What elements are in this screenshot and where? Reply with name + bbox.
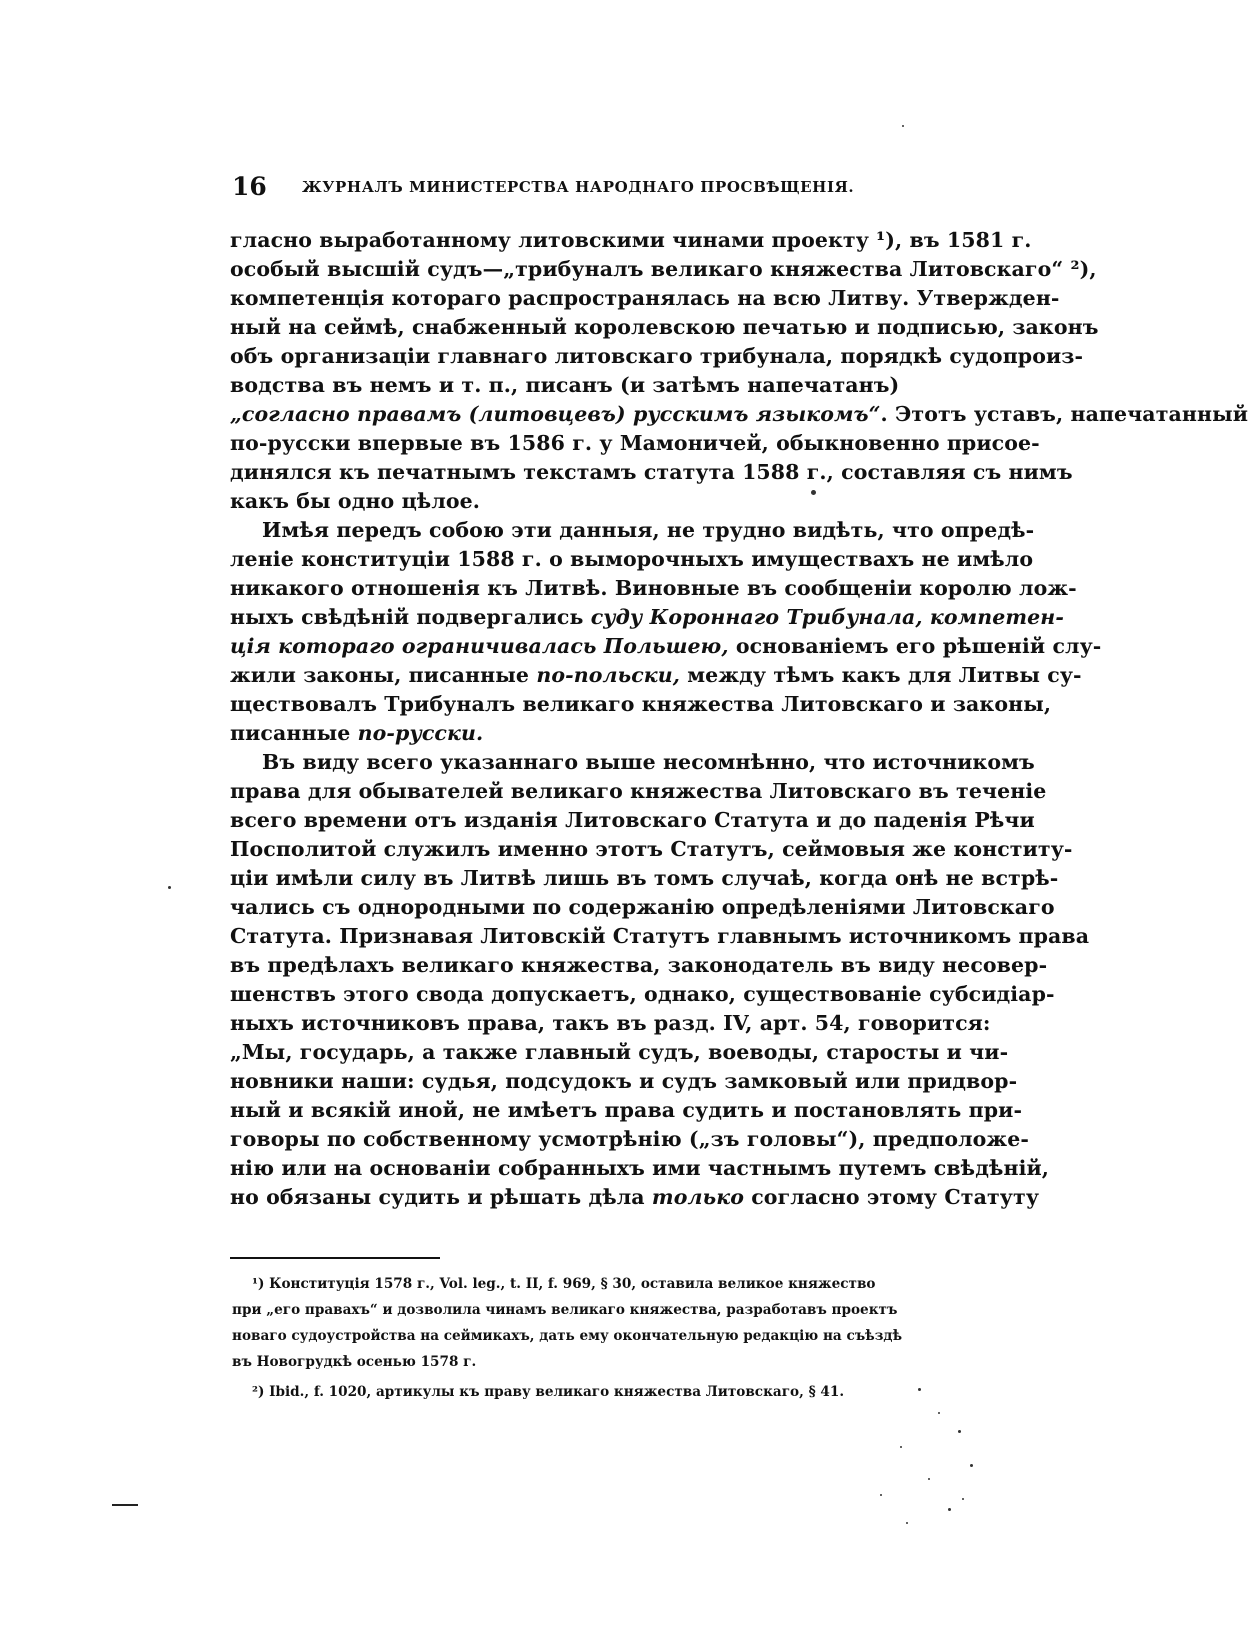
text-line: Имѣя передъ собою эти данныя, не трудно видѣть, что опредѣ- [262, 518, 1035, 542]
scan-speck [880, 1494, 882, 1496]
text-line: ществовалъ Трибуналъ великаго княжества Литовскаго и законы, [230, 692, 1052, 716]
text-line: „Мы, государь, а также главный судъ, воеводы, старосты и чи- [230, 1040, 1009, 1064]
italic-phrase: ція котораго ограничивалась Польшею, [230, 634, 729, 658]
text-line: леніе конституціи 1588 г. о выморочныхъ имуществахъ не имѣло [230, 547, 1034, 571]
text-line [230, 603, 1064, 632]
text-fragment: согласно этому Статуту [751, 1185, 1040, 1209]
text-line: гласно выработанному литовскими чинами проекту ¹), въ 1581 г. [230, 228, 1032, 252]
text-line: особый высшій судъ—„трибуналъ великаго княжества Литовскаго“ ²), [230, 257, 1097, 281]
text-line: ныхъ источниковъ права, такъ въ разд. IV, арт. 54, говорится: [230, 1011, 991, 1035]
scan-speck [948, 1508, 951, 1511]
italic-phrase: по-русски. [357, 721, 484, 745]
scan-speck [928, 1478, 930, 1480]
italic-phrase: „согласно правамъ (литовцевъ) русскимъ языкомъ“ [230, 402, 881, 426]
text-line: чались съ однородными по содержанію опредѣленіями Литовскаго [230, 895, 1055, 919]
text-fragment: но обязаны судить и рѣшать дѣла [230, 1185, 645, 1209]
text-line: права для обывателей великаго княжества Литовскаго въ теченіе [230, 779, 1047, 803]
footnote-line: въ Новогрудкѣ осенью 1578 г. [232, 1354, 477, 1370]
text-line: новники наши: судья, подсудокъ и судъ замковый или придвор- [230, 1069, 1018, 1093]
scan-speck [811, 490, 816, 495]
main-text [230, 226, 1248, 1212]
text-line: компетенція котораго распространялась на всю Литву. Утвержден- [230, 286, 1060, 310]
footnote-separator [230, 1257, 440, 1259]
text-line: въ предѣлахъ великаго княжества, законодатель въ виду несовер- [230, 953, 1048, 977]
text-line: говоры по собственному усмотрѣнію („зъ головы“), предположе- [230, 1127, 1029, 1151]
text-line: ный на сеймѣ, снабженный королевскою печатью и подписью, законъ [230, 315, 1099, 339]
footnote-line: ¹) Конституція 1578 г., Vol. leg., t. II, f. 969, § 30, оставила великое княжество [252, 1276, 876, 1292]
scan-speck [962, 1498, 964, 1500]
running-title: ЖУРНАЛЪ МИНИСТЕРСТВА НАРОДНАГО ПРОСВѢЩЕНІЯ. [302, 178, 855, 196]
text-fragment: писанные [230, 721, 351, 745]
scan-speck [918, 1388, 921, 1391]
text-fragment: между тѣмъ какъ для Литвы су- [687, 663, 1082, 687]
text-line: какъ бы одно цѣлое. [230, 489, 481, 513]
text-line: ный и всякій иной, не имѣетъ права судить и постановлять при- [230, 1098, 1023, 1122]
text-line: шенствъ этого свода допускаетъ, однако, существованіе субсидіар- [230, 982, 1055, 1006]
page-number: 16 [232, 172, 267, 201]
italic-phrase: суду Короннаго Трибунала, компетен- [590, 605, 1064, 629]
text-line [230, 400, 1248, 429]
scan-speck [168, 886, 171, 889]
text-line: Въ виду всего указаннаго выше несомнѣнно, что источникомъ [262, 750, 1035, 774]
text-line: Статута. Признавая Литовскій Статутъ главнымъ источникомъ права [230, 924, 1090, 948]
text-line: объ организаціи главнаго литовскаго трибунала, порядкѣ судопроиз- [230, 344, 1084, 368]
text-fragment: . Этотъ уставъ, напечатанный [880, 402, 1248, 426]
text-fragment: ныхъ свѣдѣній подвергались [230, 605, 584, 629]
text-line: никакого отношенія къ Литвѣ. Виновные въ сообщеніи королю лож- [230, 576, 1077, 600]
footnote-line: ²) Ibid., f. 1020, артикулы къ праву великаго княжества Литовскаго, § 41. [252, 1384, 845, 1400]
text-fragment: основаніемъ его рѣшеній слу- [735, 634, 1102, 658]
text-line: нію или на основаніи собранныхъ ими частнымъ путемъ свѣдѣній, [230, 1156, 1050, 1180]
text-line: водства въ немъ и т. п., писанъ (и затѣмъ напечатанъ) [230, 373, 900, 397]
page-header [232, 172, 957, 202]
text-line: Посполитой служилъ именно этотъ Статутъ, сеймовыя же конститу- [230, 837, 1073, 861]
scan-mark [112, 1504, 138, 1506]
scan-speck [958, 1430, 961, 1433]
footnotes [232, 1271, 960, 1405]
scan-speck [938, 1412, 940, 1414]
text-line [230, 661, 1082, 690]
scan-speck [900, 1446, 902, 1448]
text-line: динялся къ печатнымъ текстамъ статута 1588 г., составляя съ нимъ [230, 460, 1073, 484]
text-line: по-русски впервые въ 1586 г. у Мамоничей, обыкновенно присое- [230, 431, 1040, 455]
footnote-line: при „его правахъ“ и дозволила чинамъ великаго княжества, разработавъ проектъ [232, 1302, 898, 1318]
scan-speck [970, 1464, 973, 1467]
footnote-line: новаго судоустройства на сеймикахъ, дать ему окончательную редакцію на съѣздѣ [232, 1328, 903, 1344]
text-line [230, 719, 958, 748]
text-fragment: жили законы, писанные [230, 663, 530, 687]
text-line [230, 1183, 1040, 1212]
text-line: ціи имѣли силу въ Литвѣ лишь въ томъ случаѣ, когда онѣ не встрѣ- [230, 866, 1059, 890]
scan-speck [906, 1522, 908, 1524]
italic-phrase: только [651, 1185, 744, 1209]
italic-phrase: по-польски, [536, 663, 681, 687]
scan-speck [902, 125, 904, 127]
text-line: всего времени отъ изданія Литовскаго Статута и до паденія Рѣчи [230, 808, 1035, 832]
text-line [230, 632, 1102, 661]
